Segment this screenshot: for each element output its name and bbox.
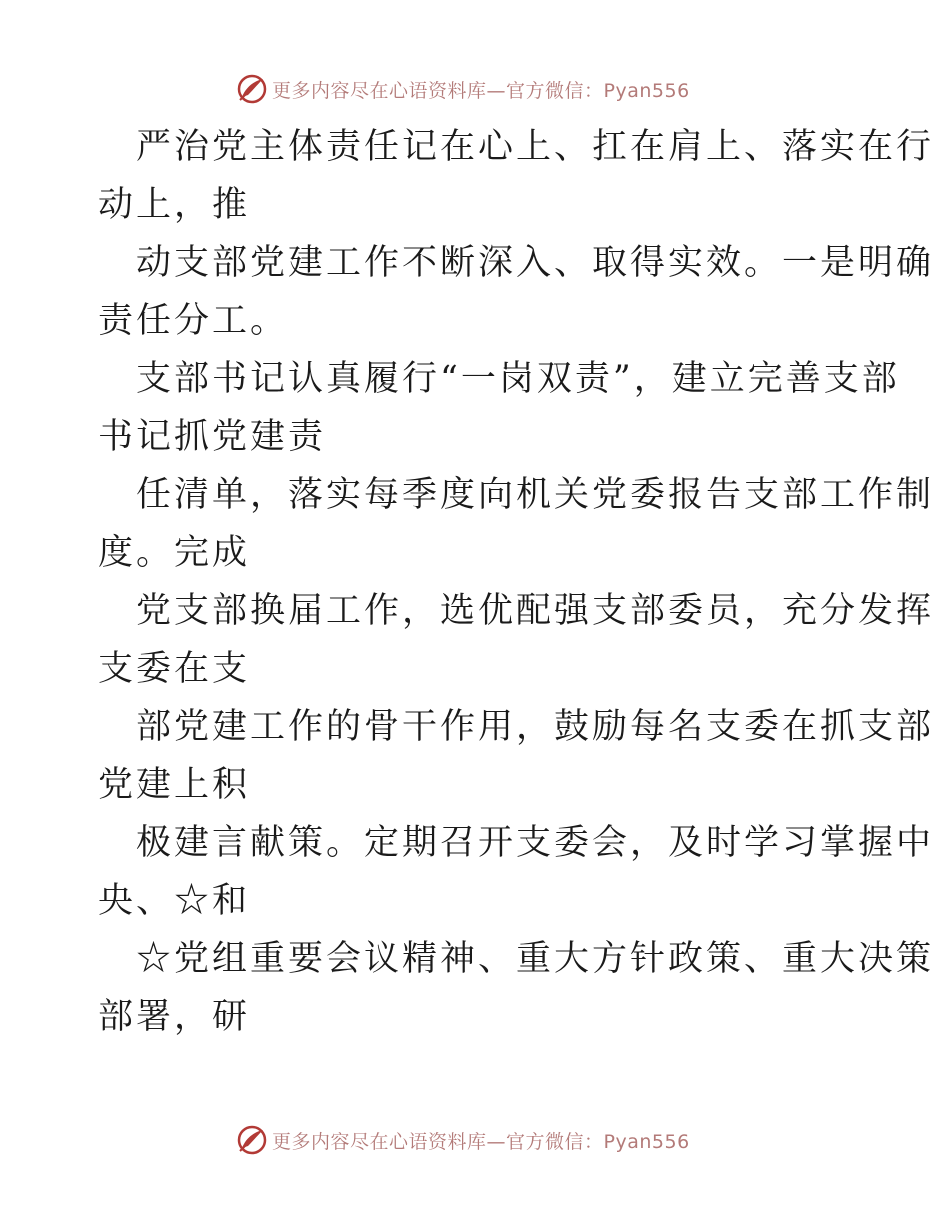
pen-logo-icon [236, 73, 268, 105]
paragraph-continuation: 党建上积 [98, 765, 251, 805]
paragraph-line: 严治党主体责任记在心上、扛在肩上、落实在行 [136, 127, 935, 167]
paragraph-line: 动支部党建工作不断深入、取得实效。一是明确 [136, 243, 935, 283]
paragraph-continuation: 央、☆和 [98, 881, 251, 921]
watermark-text: 更多内容尽在心语资料库—官方微信：Pyan556 [272, 79, 690, 102]
paragraph [98, 466, 935, 582]
paragraph [98, 350, 900, 466]
paragraph [98, 234, 935, 350]
paragraph-line: ☆党组重要会议精神、重大方针政策、重大决策 [136, 939, 935, 979]
paragraph-continuation: 责任分工。 [98, 301, 289, 341]
watermark-header [236, 72, 690, 106]
paragraph-continuation: 部署，研 [98, 997, 251, 1037]
paragraph-line: 极建言献策。定期召开支委会，及时学习掌握中 [136, 823, 935, 863]
paragraph-continuation: 支委在支 [98, 649, 251, 689]
paragraph [98, 582, 935, 698]
watermark-footer [236, 1123, 690, 1157]
paragraph-line: 部党建工作的骨干作用，鼓励每名支委在抓支部 [136, 707, 935, 747]
paragraph-line: 任清单，落实每季度向机关党委报告支部工作制 [136, 475, 935, 515]
paragraph [98, 698, 935, 814]
paragraph-continuation: 书记抓党建责 [98, 417, 327, 457]
paragraph-line: 党支部换届工作，选优配强支部委员，充分发挥 [136, 591, 935, 631]
paragraph-continuation: 度。完成 [98, 533, 251, 573]
paragraph [98, 118, 935, 234]
document-body [98, 118, 935, 1046]
paragraph [98, 930, 935, 1046]
paragraph-continuation: 动上，推 [98, 185, 251, 225]
pen-logo-icon [236, 1124, 268, 1156]
paragraph [98, 814, 935, 930]
watermark-text: 更多内容尽在心语资料库—官方微信：Pyan556 [272, 1130, 690, 1153]
paragraph-line: 支部书记认真履行“一岗双责”，建立完善支部 [136, 359, 900, 399]
